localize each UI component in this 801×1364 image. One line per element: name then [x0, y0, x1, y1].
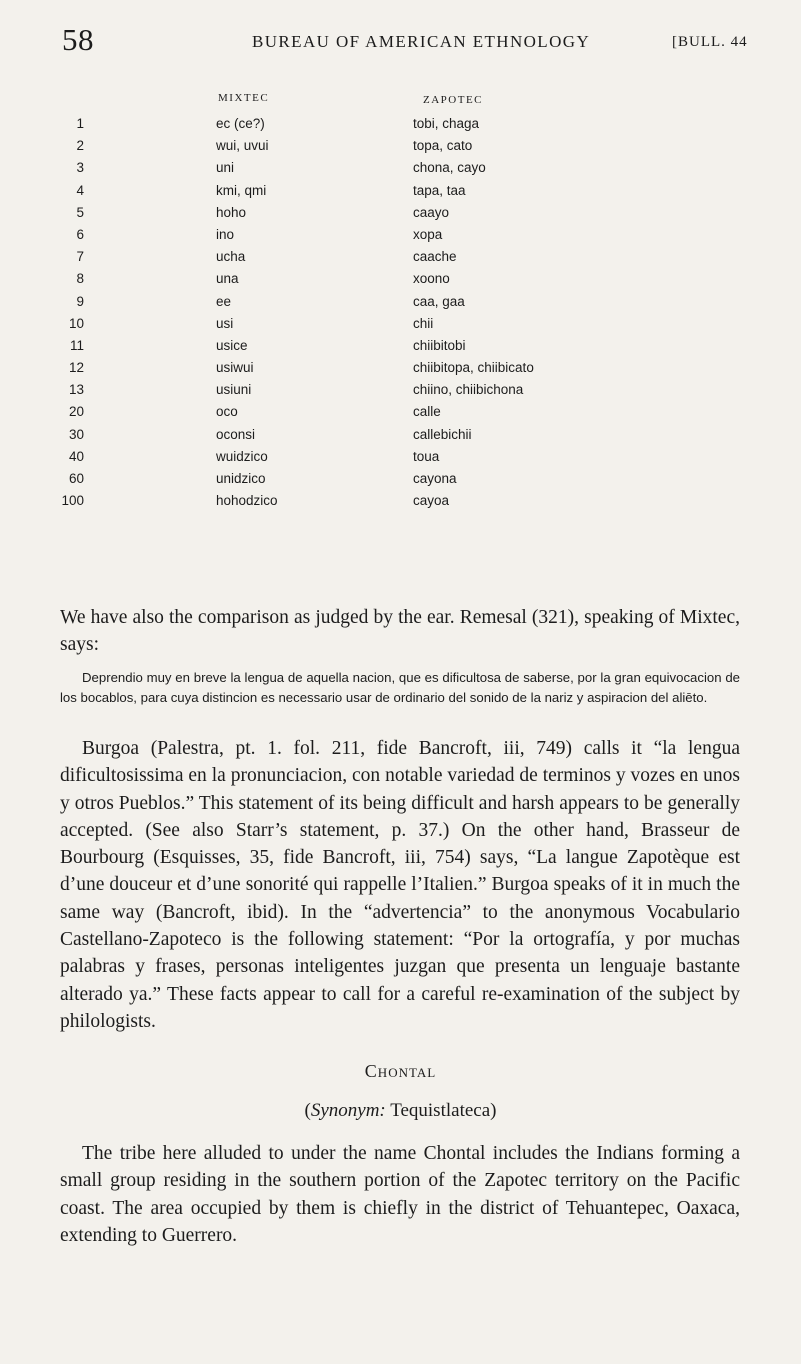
zapotec-cell: caayo: [413, 204, 450, 220]
running-header: [0, 22, 801, 72]
table-row: [0, 316, 801, 338]
zapotec-cell: chiibitobi: [413, 337, 466, 353]
numeral-cell: 11: [69, 337, 84, 353]
table-row: [0, 205, 801, 227]
numeral-cell: 100: [61, 493, 84, 509]
mixtec-cell: ee: [216, 293, 232, 309]
table-row: [0, 271, 801, 293]
zapotec-cell: toua: [413, 448, 440, 464]
numeral-cell: 2: [76, 138, 84, 154]
synonym-line: [0, 1100, 801, 1122]
mixtec-cell: ino: [216, 226, 235, 242]
zapotec-cell: xopa: [413, 226, 443, 242]
zapotec-cell: callebichii: [413, 426, 472, 442]
column-header-zapotec: ZAPOTEC: [423, 94, 483, 106]
column-header-mixtec: MIXTEC: [218, 92, 270, 104]
numeral-cell: 3: [76, 160, 84, 176]
mixtec-cell: hohodzico: [216, 493, 278, 509]
mixtec-cell: ec (ce?): [216, 116, 265, 131]
table-row: [0, 249, 801, 271]
zapotec-cell: calle: [413, 404, 441, 420]
zapotec-cell: xoono: [413, 271, 450, 287]
zapotec-cell: chiino, chiibichona: [413, 382, 524, 398]
mixtec-cell: kmi, qmi: [216, 182, 267, 198]
mixtec-cell: wuidzico: [216, 448, 268, 464]
table-header: [0, 92, 801, 116]
mixtec-cell: usiuni: [216, 382, 252, 398]
synonym-open-paren: (: [304, 1100, 311, 1121]
mixtec-cell: oco: [216, 404, 238, 420]
zapotec-cell: chiibitopa, chiibicato: [413, 360, 534, 376]
numeral-cell: 7: [76, 249, 84, 265]
numeral-cell: 40: [68, 448, 84, 464]
section-title-chontal: Chontal: [364, 1061, 437, 1081]
table-row: [0, 116, 801, 138]
table-row: [0, 183, 801, 205]
table-row: [0, 404, 801, 426]
numeral-cell: 20: [68, 404, 84, 420]
remesal-quotation: Deprendio muy en breve la lengua de aquella nacion, que es dificultosa de saberse, por la gran equivocacion de los bocablos, para cuya distincion es necessario usar de ordinario del sonido de la nariz y aspiracion del aliēto.: [60, 670, 740, 705]
mixtec-cell: ucha: [216, 249, 246, 265]
numeral-cell: 13: [68, 382, 84, 398]
table-row: [0, 138, 801, 160]
mixtec-cell: una: [216, 271, 239, 287]
numeral-cell: 5: [76, 204, 84, 220]
paragraph-chontal: The tribe here alluded to under the name Chontal includes the Indians forming a small group residing in the southern portion of the Zapotec territory on the Pacific coast. The area occupied by them is chiefly in the district of Tehuantepec, Oaxaca, extending to Guerrero.: [60, 1143, 740, 1246]
mixtec-cell: usice: [216, 337, 248, 353]
mixtec-cell: unidzico: [216, 471, 266, 486]
mixtec-cell: usi: [216, 315, 234, 331]
table-row: [0, 427, 801, 449]
table-row: [0, 449, 801, 471]
running-title: BUREAU OF AMERICAN ETHNOLOGY: [252, 32, 591, 51]
table-row: [0, 471, 801, 493]
numeral-comparison-table: [0, 92, 801, 515]
bulletin-number: [BULL. 44: [672, 34, 748, 50]
mixtec-cell: usiwui: [216, 360, 254, 376]
table-body: [0, 116, 801, 515]
zapotec-cell: caache: [413, 249, 457, 265]
numeral-cell: 30: [68, 426, 84, 442]
synonym-label: Synonym:: [310, 1100, 386, 1121]
page-number: 58: [62, 22, 94, 57]
table-row: [0, 294, 801, 316]
zapotec-cell: cayoa: [413, 493, 450, 509]
numeral-cell: 12: [68, 360, 84, 376]
table-row: [0, 493, 801, 515]
mixtec-cell: wui, uvui: [216, 138, 269, 154]
numeral-cell: 6: [76, 226, 84, 242]
zapotec-cell: tapa, taa: [413, 182, 466, 198]
zapotec-cell: cayona: [413, 471, 457, 486]
table-row: [0, 160, 801, 182]
table-row: [0, 338, 801, 360]
zapotec-cell: chii: [413, 315, 434, 331]
mixtec-cell: hoho: [216, 204, 247, 220]
numeral-cell: 60: [68, 471, 84, 486]
paragraph-burgoa: Burgoa (Palestra, pt. 1. fol. 211, fide Bancroft, iii, 749) calls it “la lengua dificultosissima en la pronunciacion, con notable variedad de terminos y vozes en unos y otros Pueblos.” This statement of its being difficult and harsh appears to be generally accepted. (See also Starr’s statement, p. 37.) On the other hand, Brasseur de Bourbourg (Esquisses, 35, fide Bancroft, iii, 754) says, “La langue Zapotèque est d’une douceur et d’une sonorité qui rappelle l’Italien.” Burgoa speaks of it in much the same way (Bancroft, ibid). In the “advertencia” to the anonymous Vocabulario Castellano-Zapoteco is the following statement: “Por la ortografía, y por muchas palabras y frases, personas inteligentes juzgan que presenta un lenguaje bastante alterado ya.” These facts appear to call for a careful re-examination of the subject by philologists.: [60, 738, 740, 1032]
table-row: [0, 382, 801, 404]
zapotec-cell: caa, gaa: [413, 293, 465, 309]
numeral-cell: 4: [76, 182, 84, 198]
numeral-cell: 9: [76, 293, 84, 309]
zapotec-cell: topa, cato: [413, 138, 473, 154]
mixtec-cell: uni: [216, 160, 235, 176]
table-row: [0, 360, 801, 382]
synonym-value: Tequistlateca): [390, 1100, 497, 1121]
numeral-cell: 10: [68, 315, 84, 331]
numeral-cell: 1: [76, 116, 84, 131]
zapotec-cell: chona, cayo: [413, 160, 486, 176]
mixtec-cell: oconsi: [216, 426, 256, 442]
table-row: [0, 227, 801, 249]
paragraph-intro: We have also the comparison as judged by the ear. Remesal (321), speaking of Mixtec, says:: [60, 607, 740, 656]
numeral-cell: 8: [76, 271, 84, 287]
zapotec-cell: tobi, chaga: [413, 116, 480, 131]
